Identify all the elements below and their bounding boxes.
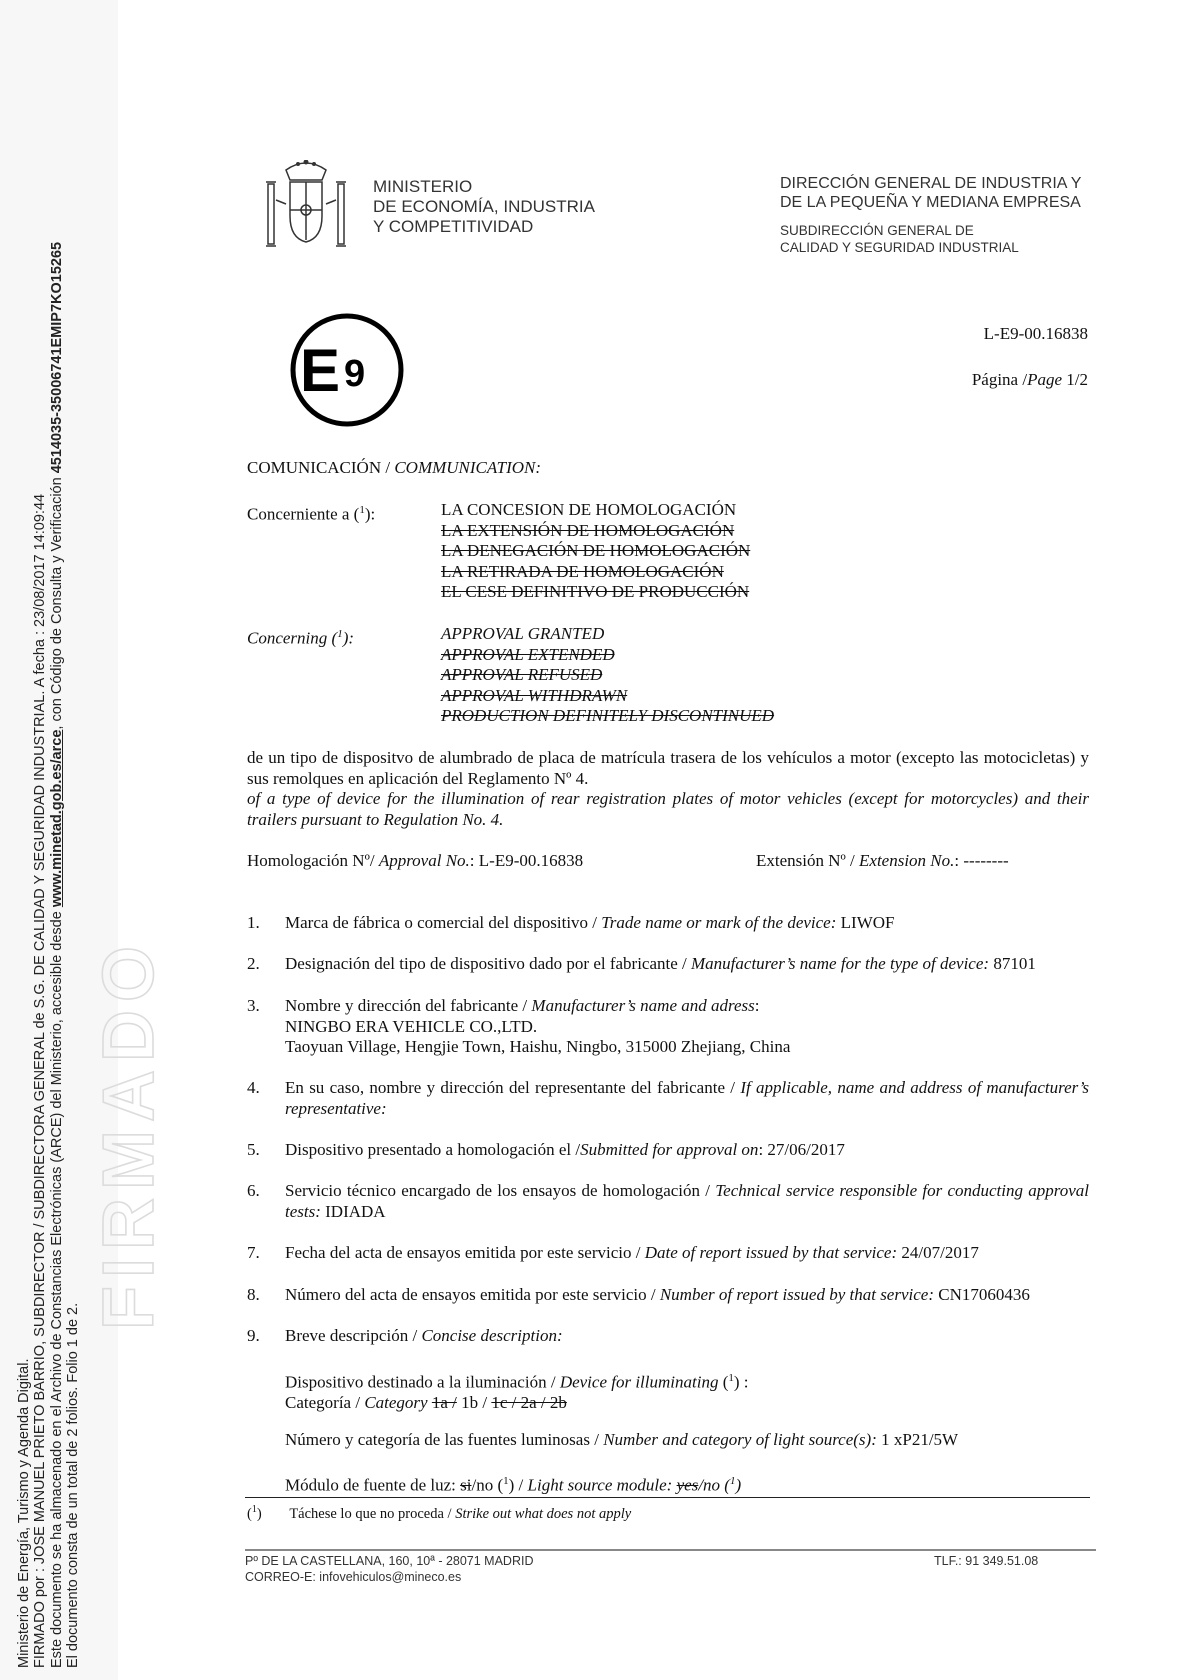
item-2-type-designation: Designación del tipo de dispositivo dado por el fabricante / Manufacturer’s name for the type of device: 87101 — [285, 954, 1036, 973]
item-8-number: 8. — [247, 1285, 260, 1304]
item-6-technical-service: Servicio técnico encargado de los ensayos de homologación / Technical service responsible for conducting approval tests: IDIADA — [285, 1181, 1089, 1221]
item-9-concise-description: Breve descripción / Concise description: — [285, 1326, 563, 1345]
item-5-number: 5. — [247, 1140, 260, 1159]
svg-text:9: 9 — [344, 353, 366, 395]
stamp-line-4: El documento consta de un total de 2 folios. Folio 1 de 2. — [64, 1302, 81, 1668]
concerning-options-es — [441, 500, 750, 603]
item-1-number: 1. — [247, 913, 260, 932]
option-granted-en: APPROVAL GRANTED — [441, 624, 605, 643]
item-9-number: 9. — [247, 1326, 260, 1345]
footer-email: CORREO-E: infovehiculos@mineco.es — [245, 1570, 462, 1584]
category-line: Categoría / Category 1a / 1b / 1c / 2a / 2b — [285, 1393, 567, 1413]
device-description-en: of a type of device for the illumination of rear registration plates of motor vehicles (except for motorcycles) and their trailers pursuant to Regulation No. 4. — [247, 789, 1089, 829]
stamp-line-2: FIRMADO por : JOSE MANUEL PRIETO BARRIO, SUBDIRECTOR / SUBDIRECTORA GENERAL de S.G. DE CALIDAD Y SEGURIDAD INDUSTRIAL. A fecha : 23/08/2017 14:09:44 — [32, 493, 49, 1668]
item-7-number: 7. — [247, 1243, 260, 1262]
item-4-number: 4. — [247, 1078, 260, 1097]
coat-of-arms-icon — [258, 160, 354, 254]
extension-number: Extensión Nº / Extension No.: -------- — [756, 851, 1009, 870]
e9-approval-mark-icon — [289, 312, 405, 428]
item-1-trade-name: Marca de fábrica o comercial del dispositivo / Trade name or mark of the device: LIWOF — [285, 913, 895, 932]
option-extended-es: LA EXTENSIÓN DE HOMOLOGACIÓN — [441, 520, 735, 540]
option-discontinued-es: EL CESE DEFINITIVO DE PRODUCCIÓN — [441, 582, 750, 602]
option-withdrawn-es: LA RETIRADA DE HOMOLOGACIÓN — [441, 561, 724, 581]
option-discontinued-en: PRODUCTION DEFINITELY DISCONTINUED — [441, 706, 775, 726]
communication-heading: COMUNICACIÓN / COMMUNICATION: — [247, 458, 542, 477]
concerning-label-es: Concerniente a ($^1$): — [247, 504, 376, 524]
footer-rule — [245, 1549, 1096, 1551]
concerning-label-en: Concerning ($^1$): — [247, 628, 355, 648]
item-8-report-number: Número del acta de ensayos emitida por este servicio / Number of report issued by that service: CN17060436 — [285, 1285, 1030, 1304]
footnote-rule — [245, 1497, 1090, 1498]
verification-code: 4514035-35006741EMIP7KO15265 — [48, 241, 65, 474]
footer-address: Pº DE LA CASTELLANA, 160, 10ª - 28071 MADRID CORREO-E: infovehiculos@mineco.es — [245, 1554, 534, 1584]
stamp-line-3: Este documento se ha almacenado en el Archivo de Constancias Electrónicas (ARCE) del Ministerio, accesible desde www.minetad.gob.es/arce, con Código de Consulta y Verificación 4514035-35006741EMIP7KO15265 — [48, 241, 65, 1668]
item-5-submitted: Dispositivo presentado a homologación el /Submitted for approval on: 27/06/2017 — [285, 1140, 845, 1159]
reference-number: L-E9-00.16838 — [983, 324, 1088, 343]
device-description-es: de un tipo de dispositvo de alumbrado de placa de matrícula trasera de los vehículos a motor (excepto las motocicletas) y sus remolques en aplicación del Reglamento Nº 4. — [247, 748, 1089, 788]
svg-text:E: E — [299, 337, 340, 404]
option-extended-en: APPROVAL EXTENDED — [441, 644, 615, 664]
signature-stamp-text — [16, 242, 81, 1668]
item-6-number: 6. — [247, 1181, 260, 1200]
arce-link[interactable]: www.minetad.gob.es/arce — [48, 729, 65, 908]
stamp-line-1: Ministerio de Energía, Turismo y Agenda Digital. — [16, 1358, 32, 1668]
firmado-watermark: FIRMADO — [89, 938, 169, 1330]
item-2-number: 2. — [247, 954, 260, 973]
directorate-name: DIRECCIÓN GENERAL DE INDUSTRIA Y DE LA PEQUEÑA Y MEDIANA EMPRESA — [780, 175, 1082, 211]
option-granted-es: LA CONCESION DE HOMOLOGACIÓN — [441, 500, 737, 519]
item-4-representative: En su caso, nombre y dirección del representante del fabricante / If applicable, name and address of manufacturer’s representative: — [285, 1078, 1089, 1118]
item-3-manufacturer: Nombre y dirección del fabricante / Manufacturer’s name and adress: NINGBO ERA VEHICLE CO.,LTD. Taoyuan Village, Hengjie Town, Haishu, Ningbo, 315000 Zhejiang, China — [285, 996, 791, 1057]
option-refused-es: LA DENEGACIÓN DE HOMOLOGACIÓN — [441, 541, 751, 561]
option-withdrawn-en: APPROVAL WITHDRAWN — [441, 685, 628, 705]
device-illuminating: Dispositivo destinado a la iluminación / Device for illuminating ($^1$) : Categoría / Category 1a / 1b / 1c / 2a / 2b — [285, 1372, 749, 1413]
item-3-number: 3. — [247, 996, 260, 1015]
footnote: ($^1$) Táchese lo que no proceda / Strike out what does not apply — [247, 1504, 632, 1522]
item-7-report-date: Fecha del acta de ensayos emitida por este servicio / Date of report issued by that service: 24/07/2017 — [285, 1243, 979, 1262]
concerning-options-en — [441, 624, 774, 727]
light-sources: Número y categoría de las fuentes luminosas / Number and category of light source(s): 1 xP21/5W — [285, 1430, 959, 1449]
subdirectorate-name: SUBDIRECCIÓN GENERAL DE CALIDAD Y SEGURIDAD INDUSTRIAL — [780, 223, 1019, 255]
page-indicator: Página /Page 1/2 — [971, 370, 1088, 389]
approval-number: Homologación Nº/ Approval No.: L-E9-00.16838 — [247, 851, 584, 870]
light-source-module: Módulo de fuente de luz: si/no ($^1$) / Light source module: yes/no ($^1$) — [285, 1475, 742, 1495]
option-refused-en: APPROVAL REFUSED — [441, 665, 603, 685]
footer-phone: TLF.: 91 349.51.08 — [934, 1554, 1039, 1568]
ministry-name: MINISTERIO DE ECONOMÍA, INDUSTRIA Y COMPETITIVIDAD — [373, 177, 595, 236]
